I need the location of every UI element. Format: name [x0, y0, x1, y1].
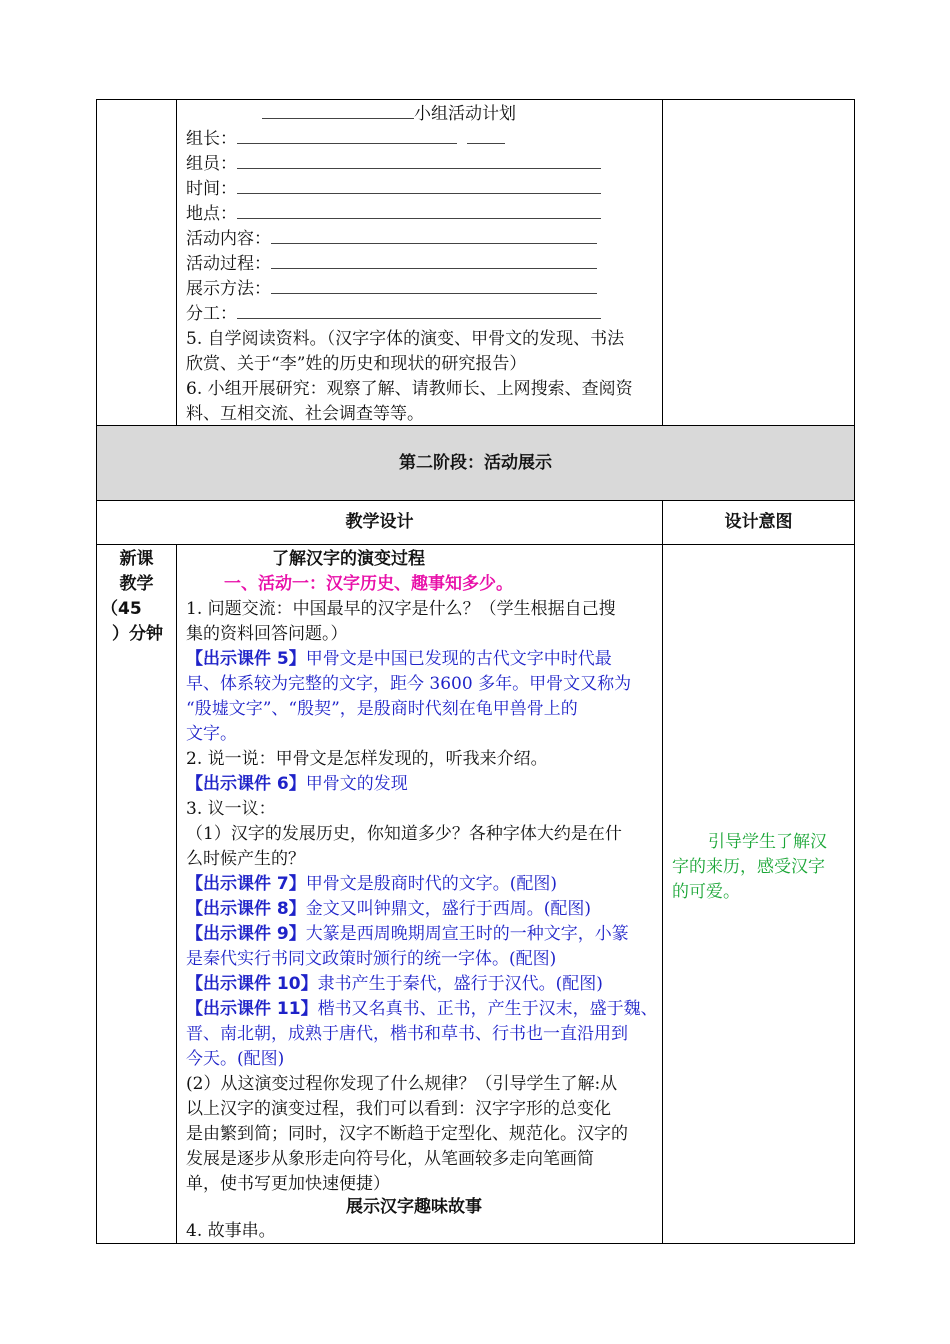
plan-title — [262, 102, 516, 126]
q1-line1: 1. 问题交流：中国最早的汉字是什么？（学生根据自己搜 — [186, 599, 616, 619]
courseware-tag: 【出示课件 9】 — [186, 924, 306, 944]
courseware-11 — [186, 997, 658, 1021]
plan-field-process — [186, 252, 597, 276]
field-label: 组长： — [186, 129, 237, 149]
c5-line2: 早、体系较为完整的文字，距今 3600 多年。甲骨文又称为 — [186, 674, 632, 694]
plan-field-division — [186, 302, 601, 326]
c5-line3: “殷墟文字”、“殷契”，是殷商时代刻在龟甲兽骨上的 — [186, 699, 578, 719]
field-label: 展示方法： — [186, 279, 271, 299]
plan-item5-line2: 欣赏、关于“李”姓的历史和现状的研究报告） — [186, 354, 527, 374]
field-label: 地点： — [186, 204, 237, 224]
courseware-text: 大篆是西周晚期周宣王时的一种文字，小篆 — [305, 924, 629, 944]
courseware-text: 甲骨文是中国已发现的古代文字中时代最 — [305, 649, 612, 669]
c11-line2: 晋、南北朝，成熟于唐代，楷书和草书、行书也一直沿用到 — [186, 1024, 628, 1044]
left-label-line3: （45 — [101, 599, 142, 619]
time-blank — [237, 177, 601, 194]
story-title: 展示汉字趣味故事 — [346, 1197, 482, 1217]
courseware-text: 楷书又名真书、正书，产生于汉末，盛于魏、 — [317, 999, 658, 1019]
courseware-5 — [186, 647, 612, 671]
courseware-tag: 【出示课件 7】 — [186, 874, 306, 894]
place-blank — [237, 202, 601, 219]
intent-header: 设计意图 — [724, 512, 793, 532]
courseware-text: 甲骨文的发现 — [305, 774, 408, 794]
courseware-10 — [186, 972, 603, 996]
q3: 3. 议一议： — [186, 799, 276, 819]
design-header: 教学设计 — [345, 512, 414, 532]
field-label: 活动内容： — [186, 229, 271, 249]
plan-item5-line1: 5. 自学阅读资料。（汉字字体的演变、甲骨文的发现、书法 — [186, 329, 625, 349]
plan-field-time — [186, 177, 601, 201]
courseware-tag: 【出示课件 5】 — [186, 649, 306, 669]
leader-blank — [237, 127, 457, 144]
q3-2-line4: 发展是逐步从象形走向符号化，从笔画较多走向笔画简 — [186, 1149, 594, 1169]
plan-item6-line2: 料、互相交流、社会调查等等。 — [186, 404, 424, 424]
process-blank — [271, 252, 597, 269]
courseware-6 — [186, 772, 408, 796]
activity1-heading: 一、活动一：汉字历史、趣事知多少。 — [224, 574, 513, 594]
left-label-line4: ）分钟 — [112, 624, 163, 644]
q1-line2: 集的资料回答问题。） — [186, 624, 348, 644]
field-label: 时间： — [186, 179, 237, 199]
q3-1-line1: （1）汉字的发展历史，你知道多少？各种字体大约是在什 — [186, 824, 622, 844]
q2: 2. 说一说：甲骨文是怎样发现的，听我来介绍。 — [186, 749, 548, 769]
plan-field-members — [186, 152, 601, 176]
plan-label-cell — [96, 99, 177, 426]
c9-line2: 是秦代实行书同文政策时颁行的统一字体。(配图) — [186, 949, 557, 969]
plan-intent-cell — [662, 99, 855, 426]
q4: 4. 故事串。 — [186, 1221, 276, 1241]
q3-1-line2: 么时候产生的？ — [186, 849, 305, 869]
c5-line4: 文字。 — [186, 724, 237, 744]
intent-line2: 字的来历，感受汉字 — [672, 857, 825, 877]
courseware-tag: 【出示课件 11】 — [186, 999, 318, 1019]
plan-field-place — [186, 202, 601, 226]
courseware-text: 金文又叫钟鼎文，盛行于西周。(配图) — [305, 899, 592, 919]
content-blank — [271, 227, 597, 244]
left-label-line2: 教学 — [119, 574, 154, 594]
courseware-tag: 【出示课件 8】 — [186, 899, 306, 919]
division-blank — [237, 302, 601, 319]
plan-field-content — [186, 227, 597, 251]
plan-item6-line1: 6. 小组开展研究：观察了解、请教师长、上网搜索、查阅资 — [186, 379, 633, 399]
courseware-9 — [186, 922, 629, 946]
lesson-subtitle: 了解汉字的演变过程 — [272, 549, 425, 569]
courseware-text: 甲骨文是殷商时代的文字。(配图) — [305, 874, 558, 894]
c11-line3: 今天。(配图) — [186, 1049, 285, 1069]
plan-title-blank — [262, 102, 414, 119]
members-blank — [237, 152, 601, 169]
stage-title: 第二阶段：活动展示 — [399, 453, 552, 473]
q3-2-line3: 是由繁到简；同时，汉字不断趋于定型化、规范化。汉字的 — [186, 1124, 628, 1144]
courseware-7 — [186, 872, 557, 896]
intent-line1: 引导学生了解汉 — [708, 832, 827, 852]
q3-2-line2: 以上汉字的演变过程，我们可以看到：汉字字形的总变化 — [186, 1099, 611, 1119]
field-label: 活动过程： — [186, 254, 271, 274]
plan-field-leader — [186, 127, 505, 151]
q3-2-line5: 单，使书写更加快速便捷） — [186, 1174, 390, 1194]
field-label: 分工： — [186, 304, 237, 324]
method-blank — [271, 277, 597, 294]
intent-line3: 的可爱。 — [672, 882, 740, 902]
courseware-text: 隶书产生于秦代，盛行于汉代。(配图) — [317, 974, 603, 994]
lesson-label-cell — [96, 544, 177, 1244]
plan-field-method — [186, 277, 597, 301]
left-label-line1: 新课 — [119, 549, 154, 569]
courseware-8 — [186, 897, 591, 921]
courseware-tag: 【出示课件 10】 — [186, 974, 318, 994]
courseware-tag: 【出示课件 6】 — [186, 774, 306, 794]
plan-title-text: 小组活动计划 — [414, 104, 516, 124]
field-label: 组员： — [186, 154, 237, 174]
leader-blank-short — [467, 127, 505, 144]
q3-2-line1: (2）从这演变过程你发现了什么规律？（引导学生了解:从 — [186, 1074, 618, 1094]
